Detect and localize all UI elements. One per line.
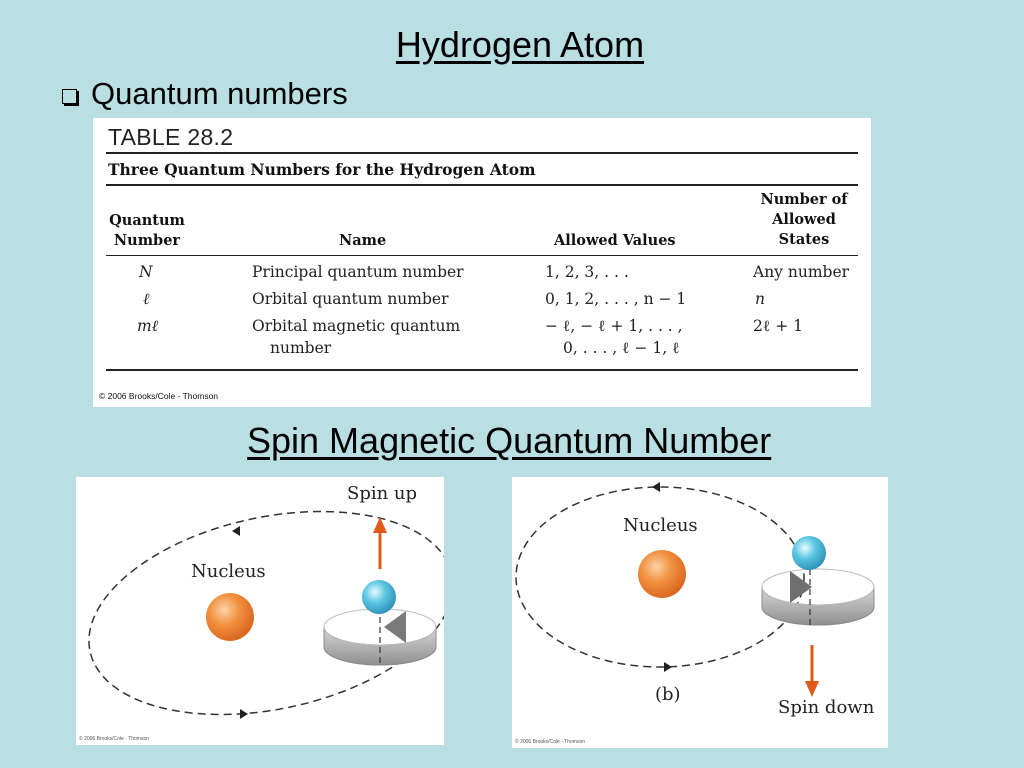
header-states: Number of Allowed States <box>760 191 848 248</box>
row1-values: 1, 2, 3, . . . <box>545 263 629 281</box>
fig-a-copyright: © 2006 Brooks/Cole - Thomson <box>79 736 150 742</box>
electron-sphere <box>362 580 396 614</box>
table-copyright: © 2006 Brooks/Cole - Thomson <box>99 391 219 401</box>
row2-values: 0, 1, 2, . . . , n − 1 <box>545 290 687 308</box>
table-rule-bottom <box>106 369 858 371</box>
row3-symbol: mℓ <box>137 317 159 335</box>
part-label-b: (b) <box>655 684 681 705</box>
slide-title: Hydrogen Atom <box>395 24 645 65</box>
header-quantum-number: Quantum Number <box>109 212 185 249</box>
nucleus-sphere <box>206 593 254 641</box>
spin-ring <box>762 587 874 625</box>
bullet-text: Quantum numbers <box>91 76 348 111</box>
spin-up-label: Spin up <box>347 483 418 504</box>
nucleus-sphere <box>638 550 686 598</box>
spin-up-figure <box>76 477 444 745</box>
orbit-arrow-top-icon <box>232 526 240 536</box>
row2-symbol: ℓ <box>143 290 150 308</box>
table-label: TABLE 28.2 <box>108 124 234 150</box>
rotation-arrow-icon <box>790 571 812 603</box>
electron-sphere <box>792 536 826 570</box>
row1-name: Principal quantum number <box>252 263 464 281</box>
nucleus-label-b: Nucleus <box>623 515 698 536</box>
nucleus-label-a: Nucleus <box>191 561 266 582</box>
orbit-path <box>76 481 444 745</box>
row3-states: 2ℓ + 1 <box>753 317 803 335</box>
row1-states: Any number <box>753 263 850 281</box>
header-allowed-values: Allowed Values <box>554 232 676 249</box>
table-rule-caption <box>106 184 858 186</box>
table-rule-top <box>106 152 858 154</box>
row3-values: − ℓ, − ℓ + 1, . . . , 0, . . . , ℓ − 1, ℓ <box>545 317 683 357</box>
section-title: Spin Magnetic Quantum Number <box>247 420 772 461</box>
hollow-square-bullet-icon <box>62 89 77 104</box>
spin-up-diagram <box>76 477 444 745</box>
row2-states: n <box>755 290 765 308</box>
orbit-arrow-bottom-icon <box>664 662 672 672</box>
row1-symbol: N <box>139 263 153 281</box>
row3-name: Orbital magnetic quantum number <box>252 317 461 357</box>
spin-down-arrow-icon <box>805 681 819 697</box>
table-rule-header <box>106 255 858 256</box>
header-name: Name <box>339 232 387 249</box>
row2-name: Orbital quantum number <box>252 290 449 308</box>
table-caption: Three Quantum Numbers for the Hydrogen Atom <box>108 160 536 179</box>
rotation-arrow-icon <box>384 611 406 643</box>
fig-b-copyright: © 2006 Brooks/Cole - Thomson <box>515 739 586 745</box>
orbit-arrow-bottom-icon <box>240 709 248 719</box>
spin-down-figure <box>512 477 888 748</box>
quantum-numbers-table <box>93 118 871 407</box>
bullet-item <box>62 76 348 112</box>
orbit-arrow-top-icon <box>652 482 660 492</box>
spin-down-label: Spin down <box>778 697 875 718</box>
